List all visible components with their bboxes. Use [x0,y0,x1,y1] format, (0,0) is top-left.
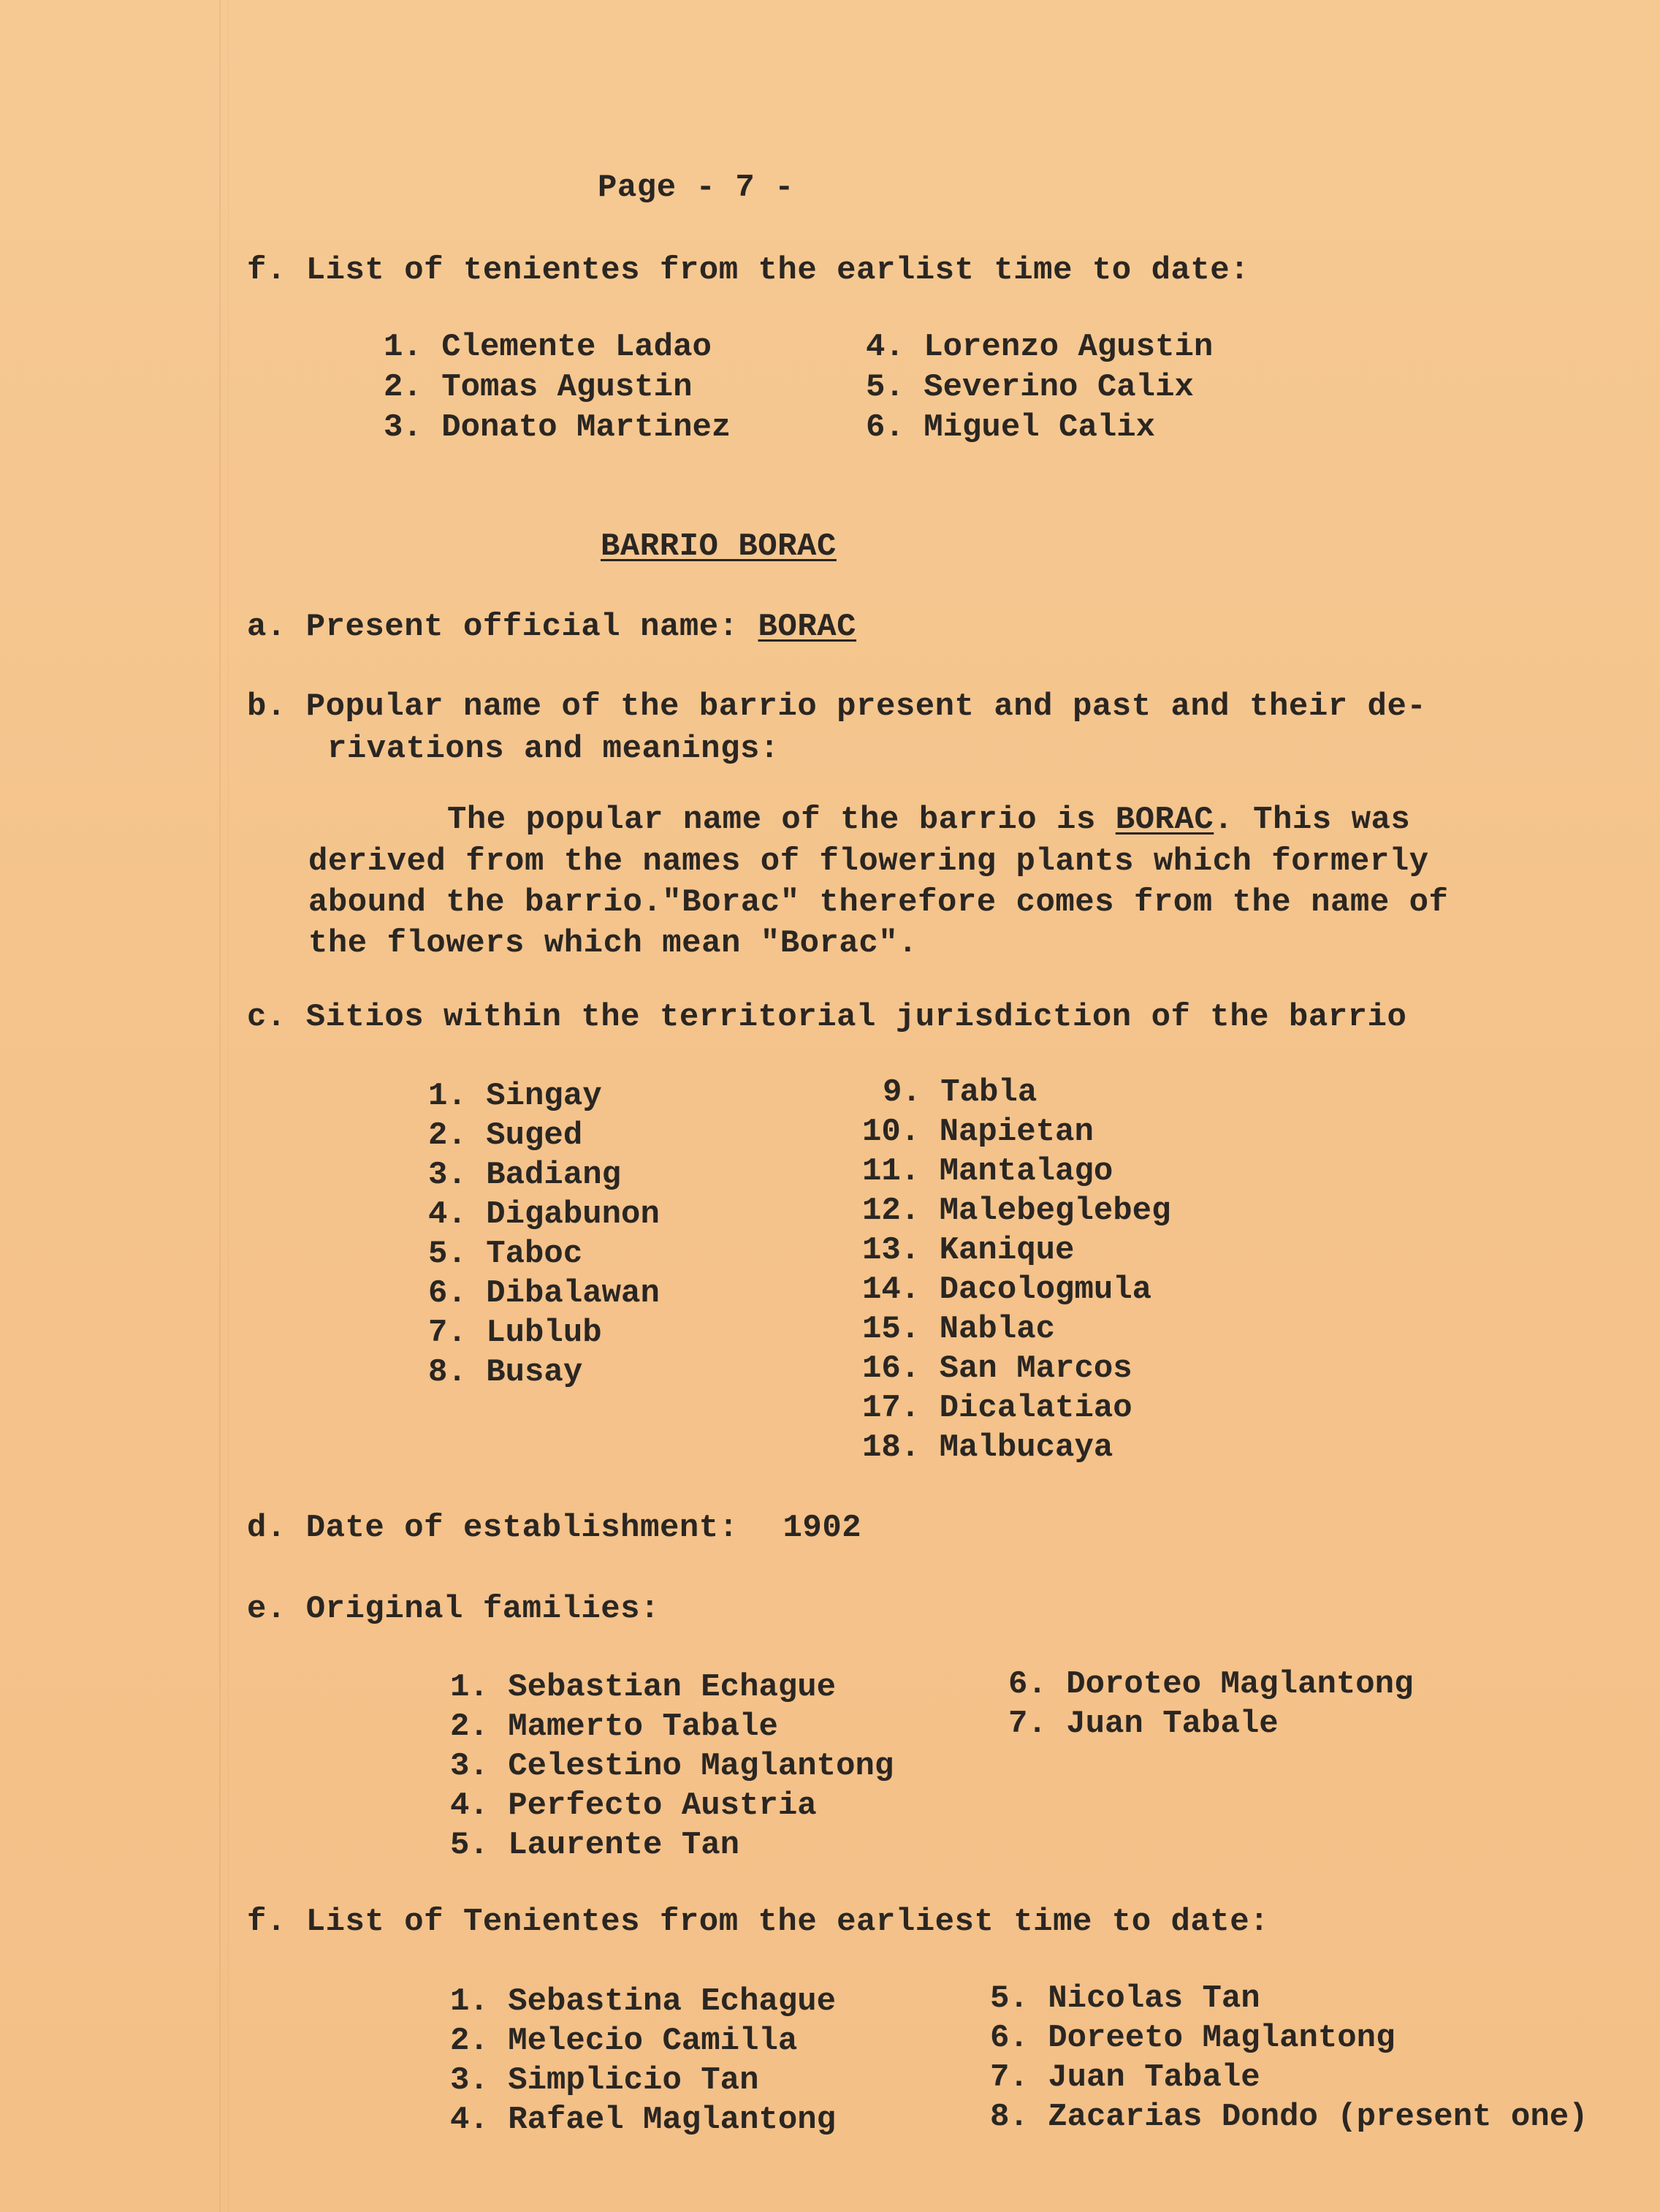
list-item: 4. Perfecto Austria [450,1787,817,1824]
families-right-list [1008,1665,1414,1744]
item-c-heading: c. Sitios within the territorial jurisdiction of the barrio [247,999,1407,1035]
list-item: 3. Badiang [428,1157,622,1193]
list-item: 18. Malbucaya [862,1429,1113,1466]
list-item: 5. Severino Calix [866,369,1194,406]
margin-rule [219,0,221,2212]
list-item: 14. Dacologmula [862,1272,1152,1308]
list-item: 9. Tabla [883,1074,1038,1111]
list-item: 6. Doroteo Maglantong [1008,1666,1414,1703]
item-d-value: 1902 [783,1510,862,1546]
sitios-left-list [428,1076,660,1392]
item-a-value: BORAC [758,609,857,645]
list-item: 16. San Marcos [862,1350,1132,1387]
list-item: 7. Juan Tabale [1008,1706,1279,1742]
list-item: 5. Nicolas Tan [990,1980,1260,2017]
list-item: 3. Celestino Maglantong [450,1748,894,1785]
prev-tenientes-right-list [866,327,1213,448]
list-item: 4. Rafael Maglantong [450,2102,837,2138]
list-item: 2. Mamerto Tabale [450,1709,778,1745]
list-item: 1. Sebastina Echague [450,1983,837,2020]
list-item: 12. Malebeglebeg [862,1193,1171,1229]
page-header: Page - 7 - [598,170,795,206]
list-item: 2. Tomas Agustin [384,369,693,406]
list-item: 13. Kanique [862,1232,1075,1269]
item-e-heading: e. Original families: [247,1591,660,1627]
item-f-heading: f. List of Tenientes from the earliest time to date: [247,1904,1270,1940]
list-item: 2. Melecio Camilla [450,2023,798,2059]
list-item: 3. Simplicio Tan [450,2062,759,2099]
list-item: 6. Doreeto Maglantong [990,2020,1396,2056]
item-b-heading-line1: b. Popular name of the barrio present and past and their de- [247,688,1427,725]
list-item: 1. Sebastian Echague [450,1669,837,1706]
item-b-para-line4: the flowers which mean "Borac". [308,925,918,962]
list-item: 5. Taboc [428,1236,583,1272]
list-item: 7. Lublub [428,1315,602,1351]
prev-tenientes-left-list [384,327,731,448]
barrio-heading: BARRIO BORAC [601,528,837,565]
item-b-para-line1 [447,804,1410,836]
item-d-label: d. Date of establishment: [247,1510,739,1546]
prev-tenientes-heading: f. List of tenientes from the earlist time to date: [247,252,1250,289]
list-item: 11. Mantalago [862,1153,1113,1190]
list-item: 7. Juan Tabale [990,2059,1260,2096]
item-b-para-line2: derived from the names of flowering plants which formerly [308,843,1429,880]
list-item: 3. Donato Martinez [384,409,731,446]
margin-rule-inner [228,0,229,2212]
list-item: 6. Dibalawan [428,1275,660,1312]
barrio-name: BORAC [1115,802,1214,838]
item-d [247,1512,861,1544]
list-item: 2. Suged [428,1117,583,1154]
item-b-heading-line2: rivations and meanings: [327,731,780,767]
item-a [247,611,856,643]
list-item: 5. Laurente Tan [450,1827,740,1863]
list-item: 15. Nablac [862,1311,1056,1348]
list-item: 8. Zacarias Dondo (present one) [990,2099,1588,2135]
list-item: 8. Busay [428,1354,583,1391]
list-item: 6. Miguel Calix [866,409,1156,446]
list-item: 17. Dicalatiao [862,1390,1132,1426]
para-text: The popular name of the barrio is [447,802,1116,838]
list-item: 10. Napietan [862,1114,1094,1150]
item-a-label: a. Present official name: [247,609,758,645]
list-item: 4. Digabunon [428,1196,660,1233]
tenientes-left-list [450,1982,836,2140]
list-item: 4. Lorenzo Agustin [866,329,1214,365]
tenientes-right-list [990,1979,1588,2137]
para-text: . This was [1214,802,1411,838]
list-item: 1. Singay [428,1078,602,1114]
families-left-list [450,1668,894,1865]
sitios-right-list [862,1073,1170,1467]
list-item: 1. Clemente Ladao [384,329,712,365]
item-b-para-line3: abound the barrio."Borac" therefore comes from the name of [308,884,1449,921]
